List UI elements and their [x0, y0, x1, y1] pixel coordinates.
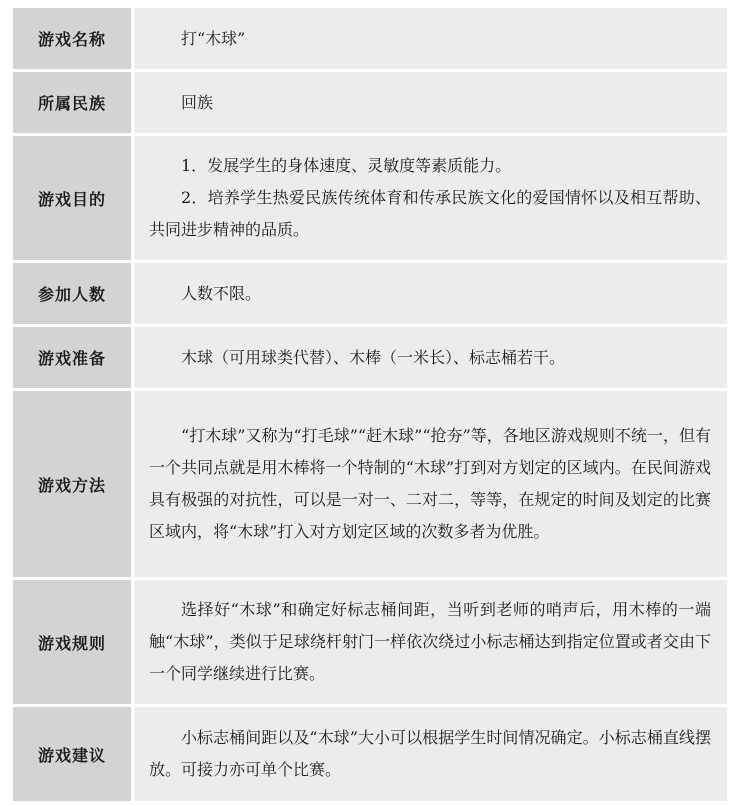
table-row — [13, 133, 727, 260]
paragraph: 木球（可用球类代替）、木棒（一米长）、标志桶若干。 — [181, 347, 566, 367]
row-value-purpose — [135, 136, 727, 260]
row-value-game-name — [135, 8, 727, 69]
paragraph: 打“木球” — [181, 28, 246, 48]
row-value-method — [135, 391, 727, 577]
row-label-rules: 游戏规则 — [13, 580, 131, 704]
paragraph: “打木球”又称为“打毛球”“赶木球”“抢夯”等，各地区游戏规则不统一，但有一个共同点就是用木棒将一个特制的“木球”打到对方划定的区域内。在民间游戏具有极强的对抗性，可以是一对一、二对二，等等，在规定的时间及划定的比赛区域内，将“木球”打入对方划定区域的次数多者为优胜。 — [149, 426, 711, 541]
table-row — [13, 260, 727, 324]
row-value-ethnic-group — [135, 72, 727, 133]
row-label-game-name: 游戏名称 — [13, 8, 131, 69]
row-label-participants: 参加人数 — [13, 263, 131, 324]
table-row — [13, 388, 727, 577]
paragraph: 小标志桶间距以及“木球”大小可以根据学生时间情况确定。小标志桶直线摆放。可接力亦可单个比赛。 — [149, 728, 711, 779]
paragraph: 人数不限。 — [181, 283, 262, 303]
row-value-preparation — [135, 327, 727, 388]
table-row — [13, 704, 727, 801]
paragraph: 2．培养学生热爱民族传统体育和传承民族文化的爱国情怀以及相互帮助、共同进步精神的品质。 — [149, 188, 711, 239]
paragraph: 选择好“木球”和确定好标志桶间距，当听到老师的哨声后，用木棒的一端触“木球”，类似于足球绕杆射门一样依次绕过小标志桶达到指定位置或者交由下一个同学继续进行比赛。 — [149, 600, 711, 683]
row-value-rules — [135, 580, 727, 704]
paragraph: 1．发展学生的身体速度、灵敏度等素质能力。 — [181, 156, 512, 175]
row-label-purpose: 游戏目的 — [13, 136, 131, 260]
row-label-preparation: 游戏准备 — [13, 327, 131, 388]
row-label-method: 游戏方法 — [13, 391, 131, 577]
row-value-participants — [135, 263, 727, 324]
game-info-table — [13, 8, 727, 801]
table-row — [13, 324, 727, 388]
paragraph: 回族 — [181, 92, 214, 112]
row-value-suggestions — [135, 707, 727, 801]
table-row — [13, 8, 727, 69]
row-label-ethnic-group: 所属民族 — [13, 72, 131, 133]
row-label-suggestions: 游戏建议 — [13, 707, 131, 801]
table-row — [13, 577, 727, 704]
table-row — [13, 69, 727, 133]
